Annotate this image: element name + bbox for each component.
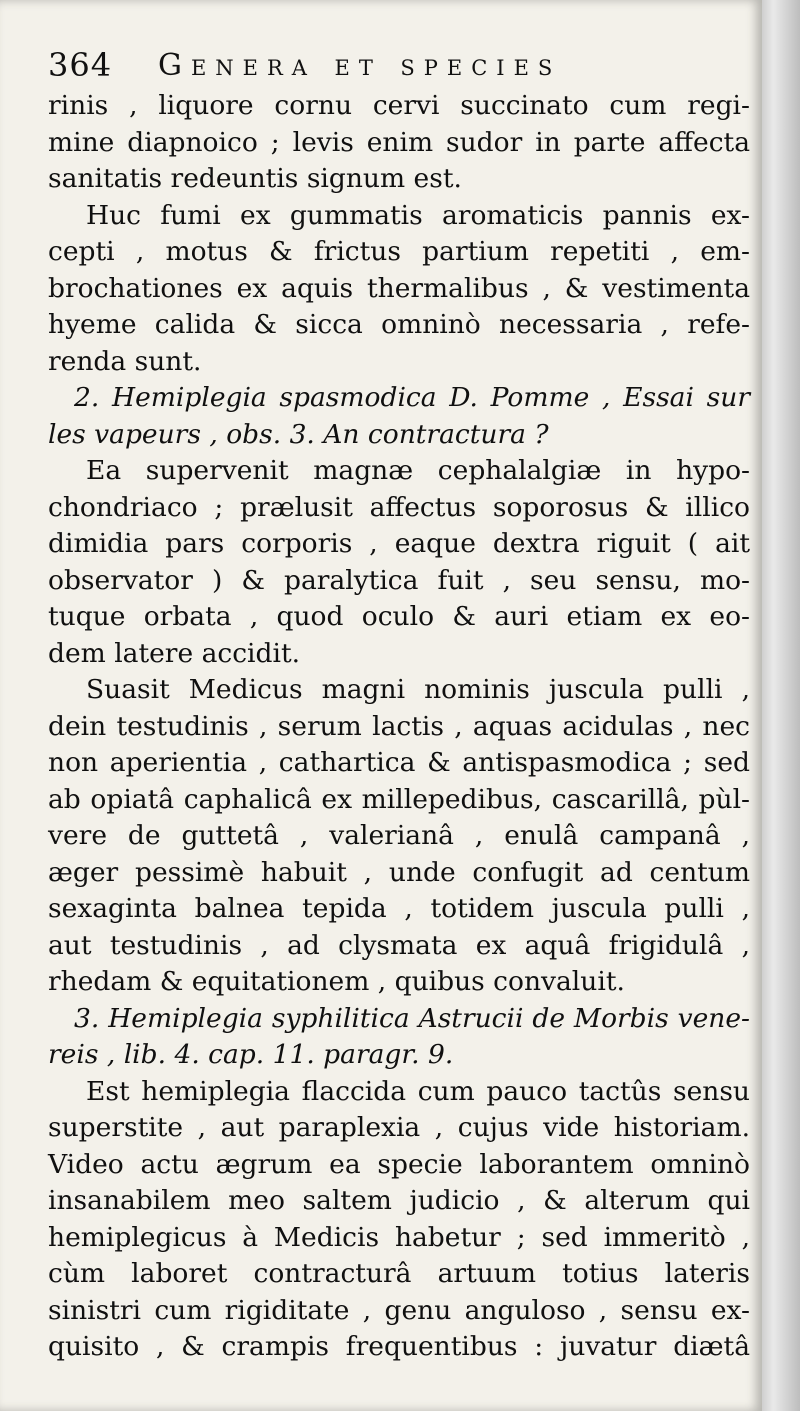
text-line: aut testudinis , ad clysmata ex aquâ frigidulâ , (48, 929, 750, 961)
text-line: dimidia pars corporis , eaque dextra riguit ( ait (48, 528, 750, 559)
text-line: quisito , & crampis frequentibus : juvatur diætâ (48, 1331, 750, 1362)
text-line: hyeme calida & sicca omninò necessaria , refe- (48, 309, 750, 340)
running-title: Genera et species (158, 48, 562, 83)
text-line: Ea supervenit magnæ cephalalgiæ in hypo- (86, 455, 750, 486)
text-line: superstite , aut paraplexia , cujus vide historiam. (48, 1112, 750, 1143)
text-line: Suasit Medicus magni nominis juscula pulli , (86, 674, 750, 705)
text-line: brochationes ex aquis thermalibus , & vestimenta (48, 272, 750, 304)
text-line: mine diapnoico ; levis enim sudor in parte affecta (48, 126, 750, 158)
paragraph (48, 672, 750, 1001)
text-line: Video actu ægrum ea specie laborantem omninò (48, 1148, 750, 1180)
text-line: sinistri cum rigiditate , genu anguloso , sensu ex- (48, 1294, 750, 1326)
paragraph (48, 198, 750, 381)
section-heading (48, 380, 750, 453)
text-line: dem latere accidit. (48, 637, 301, 669)
heading-line: les vapeurs , obs. 3. An contractura ? (48, 418, 549, 450)
text-line: tuque orbata , quod oculo & auri etiam ex eo- (48, 601, 750, 632)
text-line: renda sunt. (48, 345, 202, 377)
text-line: vere de guttetâ , valerianâ , enulâ campanâ , (48, 820, 750, 851)
text-line: chondriaco ; prælusit affectus soporosus & illico (48, 491, 750, 523)
text-line: æger pessimè habuit , unde confugit ad centum (48, 856, 750, 888)
paragraph (48, 88, 750, 198)
text-line: ab opiatâ caphalicâ ex millepedibus, cascarillâ, pùl- (48, 783, 750, 815)
heading-line: 2. Hemiplegia spasmodica D. Pomme , Essai sur (74, 382, 750, 413)
text-line: cùm laboret contracturâ artuum totius lateris (48, 1258, 750, 1289)
page-number: 364 (48, 46, 113, 84)
text-line: cepti , motus & frictus partium repetiti , em- (48, 236, 750, 267)
section-heading (48, 1001, 750, 1074)
text-line: rhedam & equitationem , quibus convaluit. (48, 966, 625, 997)
text-line: sanitatis redeuntis signum est. (48, 163, 462, 194)
text-line: sexaginta balnea tepida , totidem juscula pulli , (48, 893, 750, 924)
page-edge (762, 0, 800, 1411)
paragraph (48, 1074, 750, 1366)
paragraph (48, 453, 750, 672)
text-line: hemiplegicus à Medicis habetur ; sed immeritò , (48, 1221, 750, 1253)
heading-line: reis , lib. 4. cap. 11. paragr. 9. (48, 1039, 454, 1070)
text-line: rinis , liquore cornu cervi succinato cum regi- (48, 90, 750, 121)
text-line: insanabilem meo saltem judicio , & alterum qui (48, 1185, 750, 1216)
text-line: observator ) & paralytica fuit , seu sensu, mo- (48, 564, 750, 596)
text-line: Huc fumi ex gummatis aromaticis pannis ex- (86, 199, 750, 231)
heading-line: 3. Hemiplegia syphilitica Astrucii de Morbis vene- (74, 1002, 750, 1034)
text-line: dein testudinis , serum lactis , aquas acidulas , nec (48, 710, 750, 742)
text-line: non aperientia , cathartica & antispasmodica ; sed (48, 747, 750, 778)
page-body (48, 88, 750, 1366)
text-line: Est hemiplegia flaccida cum pauco tactûs sensu (86, 1075, 750, 1107)
